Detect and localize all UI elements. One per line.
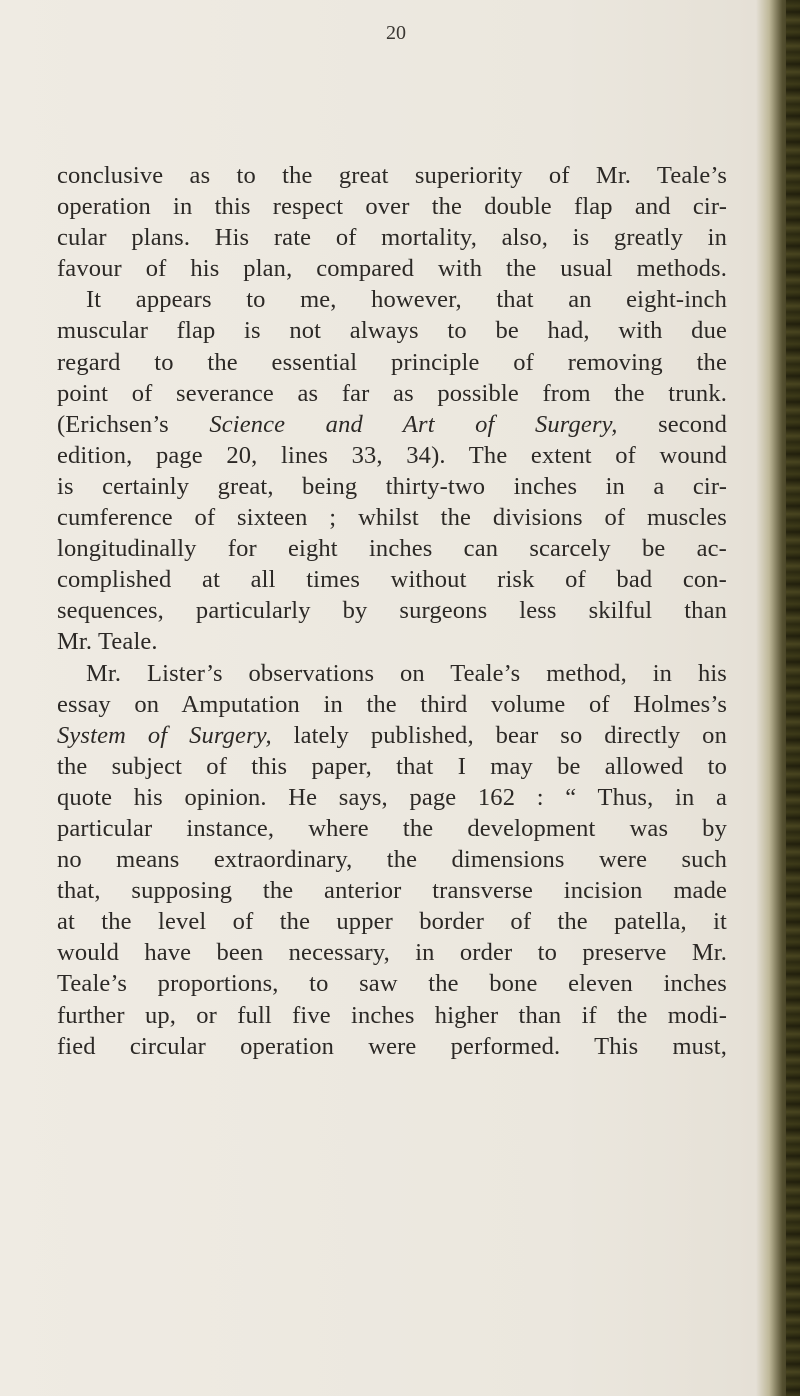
text-segment: lately published, bear so directly on (271, 721, 727, 749)
text-segment: essay on Amputation in the third volume of Holmes’s (57, 690, 727, 718)
text-line (57, 751, 727, 782)
text-line (57, 595, 727, 626)
text-line (57, 409, 727, 440)
text-segment: the subject of this paper, that I may be allowed to (57, 752, 727, 780)
text-line (57, 720, 727, 751)
page-edge-binding (756, 0, 800, 1396)
text-line (57, 689, 727, 720)
text-line (57, 626, 727, 657)
text-segment: second (617, 410, 727, 438)
text-segment: cumference of sixteen ; whilst the divisions of muscles (57, 504, 727, 532)
text-line (57, 284, 727, 315)
text-line (57, 440, 727, 471)
text-segment: muscular flap is not always to be had, with due (57, 317, 727, 345)
text-line (57, 658, 727, 689)
text-segment: at the level of the upper border of the patella, it (57, 908, 727, 936)
text-segment: further up, or full five inches higher than if the modi- (57, 1001, 727, 1029)
text-line (57, 533, 727, 564)
body-text (57, 160, 727, 1062)
text-line (57, 937, 727, 968)
text-segment: conclusive as to the great superiority of Mr. Teale’s (57, 162, 727, 189)
text-segment: Mr. Lister’s observations on Teale’s method, in his (86, 659, 727, 687)
text-line (57, 875, 727, 906)
text-line (57, 968, 727, 999)
text-segment: operation in this respect over the double flap and cir- (57, 193, 727, 221)
text-segment: is certainly great, being thirty-two inches in a cir- (57, 472, 727, 500)
text-segment: no means extraordinary, the dimensions were such (57, 846, 727, 874)
text-segment: It appears to me, however, that an eight-inch (86, 286, 727, 314)
text-line (57, 191, 727, 222)
text-segment: favour of his plan, compared with the usual methods. (57, 255, 727, 283)
text-line (57, 347, 727, 378)
text-line (57, 315, 727, 346)
text-segment: regard to the essential principle of removing the (57, 348, 727, 376)
text-line (57, 502, 727, 533)
text-segment: sequences, particularly by surgeons less skilful than (57, 597, 727, 625)
text-line (57, 906, 727, 937)
text-segment: point of severance as far as possible from the trunk. (57, 379, 727, 407)
text-segment: quote his opinion. He says, page 162 : “ Thus, in a (57, 783, 727, 811)
text-segment: complished at all times without risk of bad con- (57, 566, 727, 594)
text-line (57, 844, 727, 875)
italic-title: Science and Art of Surgery, (209, 410, 618, 438)
text-segment: Teale’s proportions, to saw the bone eleven inches (57, 970, 727, 998)
text-line (57, 564, 727, 595)
text-segment: edition, page 20, lines 33, 34). The extent of wound (57, 441, 727, 469)
text-line (57, 1031, 727, 1062)
text-segment: (Erichsen’s (57, 410, 210, 438)
text-segment: would have been necessary, in order to preserve Mr. (57, 939, 727, 967)
text-segment: particular instance, where the development was by (57, 814, 727, 842)
text-line (57, 253, 727, 284)
text-line (57, 378, 727, 409)
text-line (57, 471, 727, 502)
text-line (57, 222, 727, 253)
text-line (57, 1000, 727, 1031)
text-line (57, 813, 727, 844)
text-segment: cular plans. His rate of mortality, also, is greatly in (57, 224, 727, 252)
text-line (57, 160, 727, 191)
page-number: 20 (386, 22, 406, 44)
text-segment: that, supposing the anterior transverse incision made (57, 877, 727, 905)
text-line (57, 782, 727, 813)
text-segment: Mr. Teale. (57, 628, 158, 656)
text-segment: longitudinally for eight inches can scarcely be ac- (57, 535, 727, 563)
italic-title: System of Surgery, (57, 721, 272, 749)
text-segment: fied circular operation were performed. This must, (57, 1032, 727, 1060)
